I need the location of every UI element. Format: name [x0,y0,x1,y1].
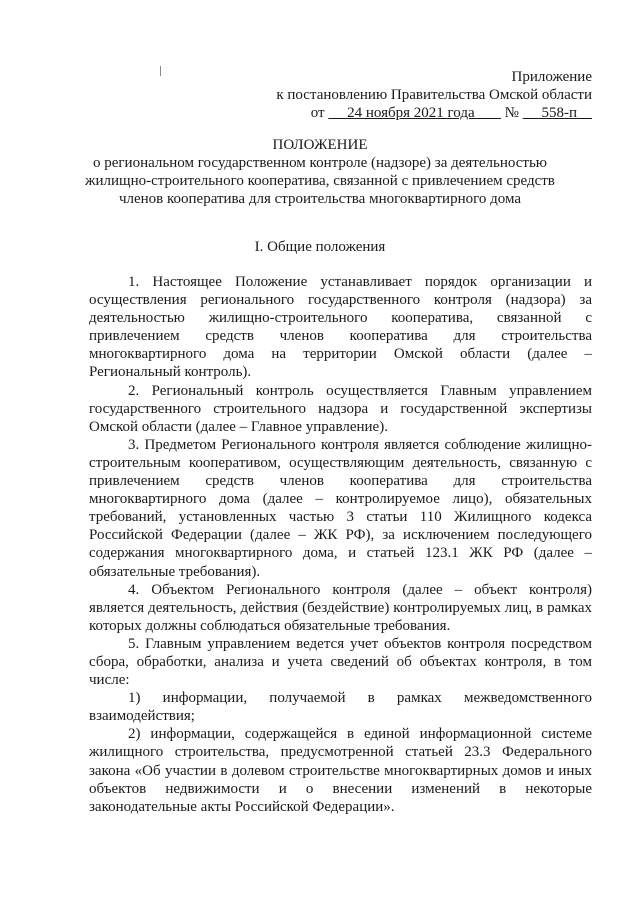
date-prefix: от [310,105,325,121]
list-item-1: 1) информации, получаемой в рамках межведомственного взаимодействия; [89,690,592,725]
appendix-resolution: к постановлению Правительства Омской области [276,87,592,103]
number-sign: № [504,105,519,121]
resolution-date: 24 ноября 2021 года [347,105,475,121]
paragraph-1: 1. Настоящее Положение устанавливает порядок организации и осуществления регионального государственного контроля (надзора) за деятельностью жилищно-строительного кооператива, связанной с привлечением средств членов кооператива для строительства многоквартирного дома на территории Омской области (далее – Региональный контроль). [89,274,592,381]
scan-mark [160,66,161,76]
title-subtitle: о региональном государственном контроле (надзоре) за деятельностью жилищно-строительного кооператива, связанной с привлечением средств членов кооператива для строительства многоквартирного дома [85,155,555,207]
paragraph-5: 5. Главным управлением ведется учет объектов контроля посредством сбора, обработки, анализа и учета сведений об объектах контроля, в том числе: [89,635,592,689]
paragraph-4: 4. Объектом Регионального контроля (далее – объект контроля) является деятельность, действия (бездействие) контролируемых лиц, в рамках которых должны соблюдаться обязательные требования. [89,581,592,634]
title-heading: ПОЛОЖЕНИЕ [272,137,368,153]
section-heading: I. Общие положения [254,239,386,255]
document-title [60,136,580,208]
document-body [89,273,592,816]
paragraph-2: 2. Региональный контроль осуществляется Главным управлением государственного строительного надзора и государственной экспертизы Омской области (далее – Главное управление). [89,382,592,435]
list-item-2: 2) информации, содержащейся в единой информационной системе жилищного строительства, предусмотренной статьей 23.3 Федерального закона «Об участии в долевом строительстве многоквартирных домов и иных объектов недвижимости и о внесении изменений в некоторые законодательные акты Российской Федерации». [89,726,592,815]
appendix-label: Приложение [511,69,592,85]
paragraph-3: 3. Предметом Регионального контроля является соблюдение жилищно-строительным кооперативом, осуществляющим деятельность, связанную с привлечением средств членов кооператива для строительства многоквартирного дома (далее – контролируемое лицо), обязательных требований, установленных частью 3 статьи 110 Жилищного кодекса Российской Федерации (далее – ЖК РФ), за исключением последующего содержания многоквартирного дома, и статьей 123.1 ЖК РФ (далее – обязательные требования). [89,436,592,580]
appendix-date-number [276,104,592,122]
resolution-number: 558-п [541,105,577,121]
appendix-header [276,68,592,122]
